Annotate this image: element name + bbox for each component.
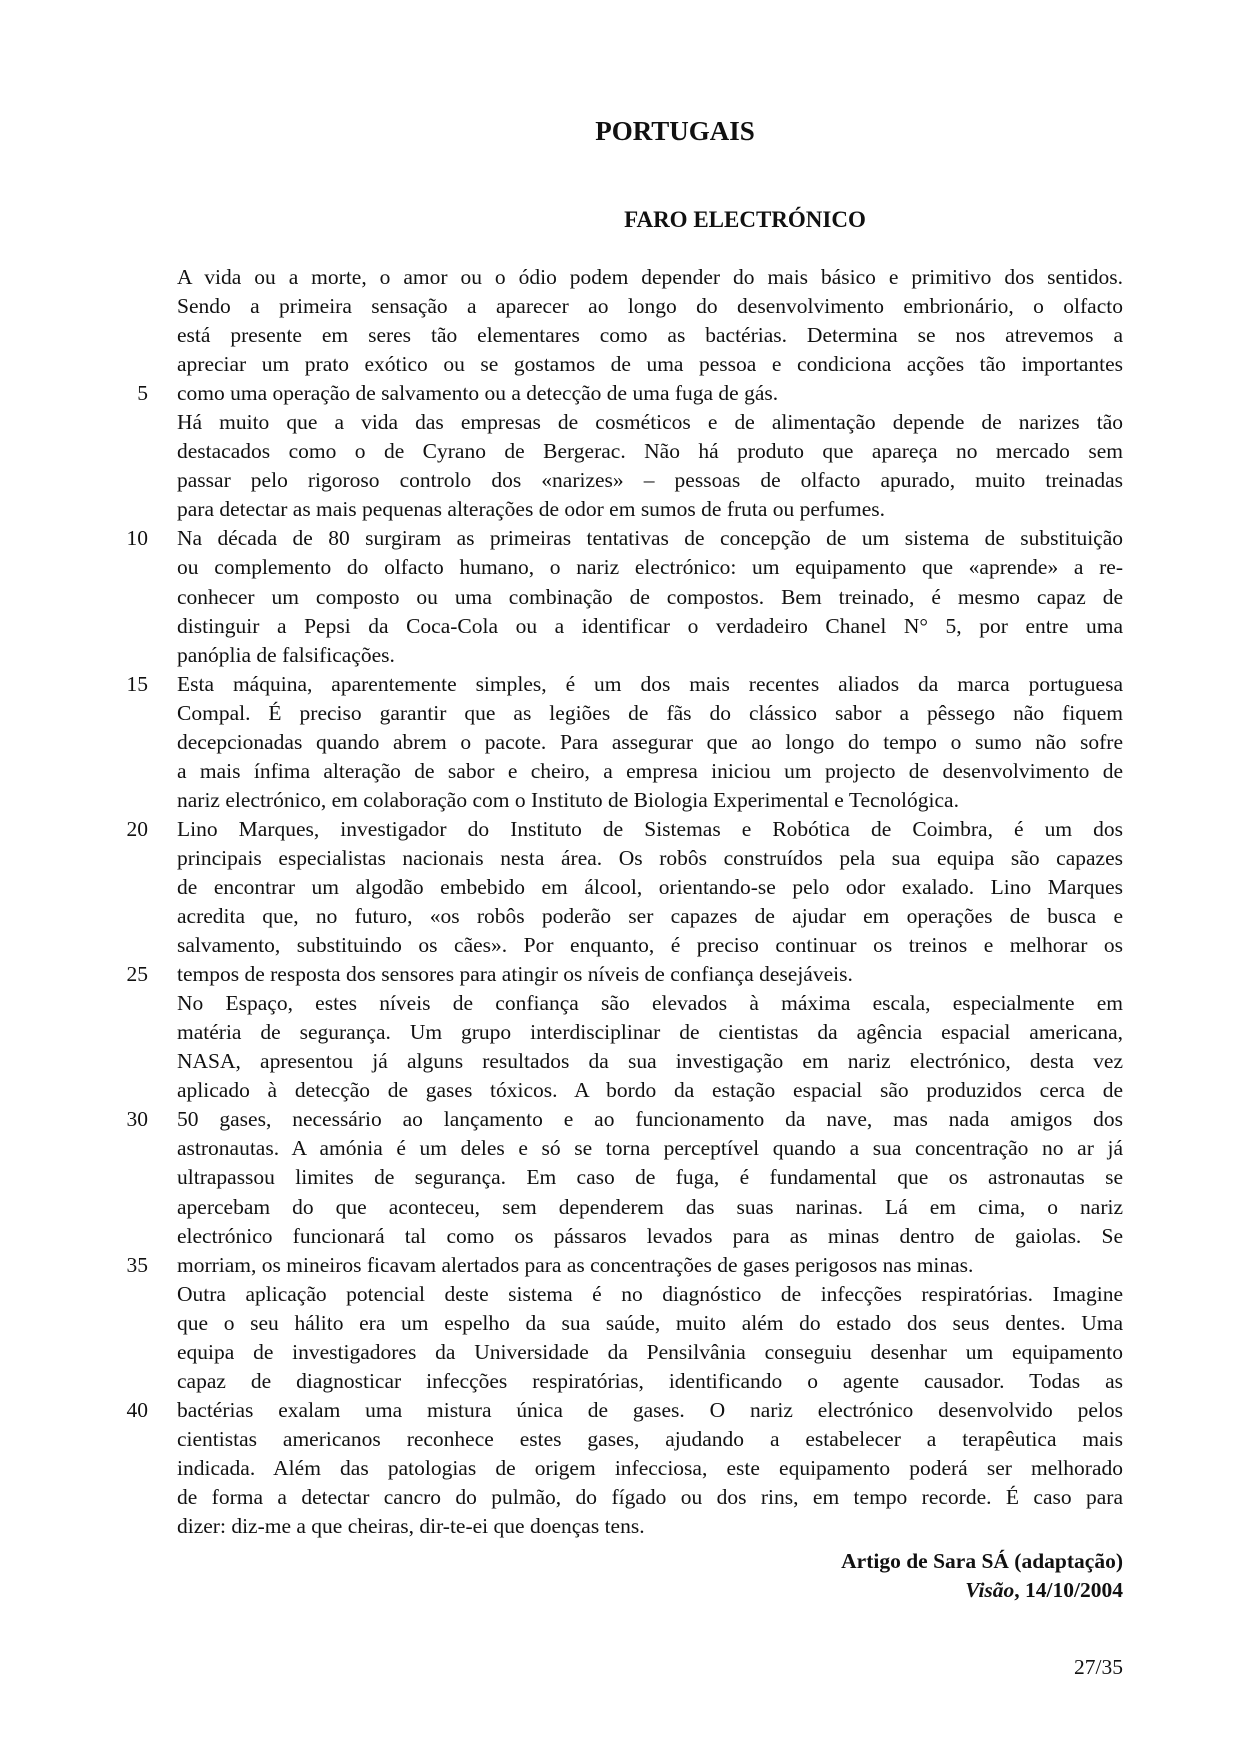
line-number: 15 <box>126 671 148 696</box>
line-number: 35 <box>126 1252 148 1277</box>
text-line <box>0 902 1240 931</box>
text-line <box>0 1193 1240 1222</box>
text-line <box>0 495 1240 524</box>
line-text: panóplia de falsificações. <box>177 642 395 667</box>
line-text: acredita que, no futuro, «os robôs poderão ser capazes de ajudar em operações de busca e <box>177 904 1123 929</box>
line-text: equipa de investigadores da Universidade da Pensilvânia conseguiu desenhar um equipamento <box>177 1339 1123 1364</box>
text-line <box>0 292 1240 321</box>
line-text: como uma operação de salvamento ou a detecção de uma fuga de gás. <box>177 381 779 406</box>
line-text: electrónico funcionará tal como os pássaros levados para as minas dentro de gaiolas. Se <box>177 1223 1123 1248</box>
text-line <box>0 1367 1240 1396</box>
article-title: FARO ELECTRÓNICO <box>624 207 866 232</box>
text-line <box>0 1222 1240 1251</box>
text-line <box>0 1309 1240 1338</box>
text-line <box>0 931 1240 960</box>
text-line <box>0 583 1240 612</box>
line-number: 30 <box>126 1107 148 1132</box>
text-line <box>0 1047 1240 1076</box>
line-text: principais especialistas nacionais nesta área. Os robôs construídos pela sua equipa são capazes <box>177 845 1123 870</box>
line-text: conhecer um composto ou uma combinação de compostos. Bem treinado, é mesmo capaz de <box>177 584 1123 609</box>
line-text: de encontrar um algodão embebido em álcool, orientando-se pelo odor exalado. Lino Marques <box>177 874 1123 899</box>
text-line <box>0 263 1240 292</box>
line-text: ou complemento do olfacto humano, o nariz electrónico: um equipamento que «aprende» a re- <box>177 555 1123 580</box>
line-text: está presente em seres tão elementares como as bactérias. Determina se nos atrevemos a <box>177 323 1123 348</box>
text-line <box>0 1454 1240 1483</box>
text-line <box>0 1338 1240 1367</box>
line-text: distinguir a Pepsi da Coca-Cola ou a identificar o verdadeiro Chanel N° 5, por entre uma <box>177 613 1123 638</box>
line-number: 5 <box>137 381 148 406</box>
text-line <box>0 989 1240 1018</box>
text-line <box>0 641 1240 670</box>
text-line <box>0 321 1240 350</box>
text-line <box>0 815 1240 844</box>
text-line <box>0 1134 1240 1163</box>
line-text: para detectar as mais pequenas alterações de odor em sumos de fruta ou perfumes. <box>177 497 886 522</box>
line-text: cientistas americanos reconhece estes gases, ajudando a estabelecer a terapêutica mais <box>177 1426 1123 1451</box>
line-text: Esta máquina, aparentemente simples, é um dos mais recentes aliados da marca portuguesa <box>177 671 1123 696</box>
text-line <box>0 1512 1240 1541</box>
text-line <box>0 1396 1240 1425</box>
text-line <box>0 466 1240 495</box>
line-number: 10 <box>126 526 148 551</box>
line-text: Lino Marques, investigador do Instituto de Sistemas e Robótica de Coimbra, é um dos <box>177 816 1123 841</box>
text-line <box>0 1425 1240 1454</box>
text-line <box>0 728 1240 757</box>
text-line <box>0 437 1240 466</box>
text-line <box>0 1076 1240 1105</box>
line-number: 40 <box>126 1397 148 1422</box>
source-date: , 14/10/2004 <box>1014 1578 1123 1602</box>
line-text: Outra aplicação potencial deste sistema é no diagnóstico de infecções respiratórias. Imagine <box>177 1281 1123 1306</box>
page-number: 27/35 <box>1074 1655 1123 1679</box>
text-line <box>0 1105 1240 1134</box>
line-text: 50 gases, necessário ao lançamento e ao funcionamento da nave, mas nada amigos dos <box>177 1107 1123 1132</box>
text-line <box>0 786 1240 815</box>
text-line <box>0 699 1240 728</box>
line-text: tempos de resposta dos sensores para atingir os níveis de confiança desejáveis. <box>177 962 853 987</box>
line-text: apercebam do que aconteceu, sem dependerem das suas narinas. Lá em cima, o nariz <box>177 1194 1123 1219</box>
line-text: salvamento, substituindo os cães». Por enquanto, é preciso continuar os treinos e melhorar os <box>177 933 1123 958</box>
text-line <box>0 873 1240 902</box>
line-text: capaz de diagnosticar infecções respiratórias, identificando o agente causador. Todas as <box>177 1368 1123 1393</box>
text-line <box>0 960 1240 989</box>
line-text: decepcionadas quando abrem o pacote. Para assegurar que ao longo do tempo o sumo não sofre <box>177 729 1123 754</box>
text-line <box>0 1018 1240 1047</box>
line-text: indicada. Além das patologias de origem infecciosa, este equipamento poderá ser melhorado <box>177 1455 1123 1480</box>
line-text: Na década de 80 surgiram as primeiras tentativas de concepção de um sistema de substituição <box>177 526 1123 551</box>
article-author: Artigo de Sara SÁ (adaptação) <box>841 1549 1123 1573</box>
line-text: bactérias exalam uma mistura única de gases. O nariz electrónico desenvolvido pelos <box>177 1397 1123 1422</box>
line-text: nariz electrónico, em colaboração com o Instituto de Biologia Experimental e Tecnológica. <box>177 787 959 812</box>
line-text: destacados como o de Cyrano de Bergerac. Não há produto que apareça no mercado sem <box>177 439 1123 464</box>
line-text: Sendo a primeira sensação a aparecer ao longo do desenvolvimento embrionário, o olfacto <box>177 294 1123 319</box>
text-line <box>0 379 1240 408</box>
line-text: astronautas. A amónia é um deles e só se torna perceptível quando a sua concentração no ar já <box>177 1136 1123 1161</box>
text-line <box>0 1251 1240 1280</box>
text-line <box>0 350 1240 379</box>
line-text: apreciar um prato exótico ou se gostamos de uma pessoa e condiciona acções tão importantes <box>177 352 1123 377</box>
line-text: Há muito que a vida das empresas de cosméticos e de alimentação depende de narizes tão <box>177 410 1123 435</box>
line-text: A vida ou a morte, o amor ou o ódio podem depender do mais básico e primitivo dos sentidos. <box>177 265 1123 289</box>
line-text: NASA, apresentou já alguns resultados da sua investigação em nariz electrónico, desta vez <box>177 1049 1123 1074</box>
line-text: passar pelo rigoroso controlo dos «narizes» – pessoas de olfacto apurado, muito treinadas <box>177 468 1123 493</box>
line-text: No Espaço, estes níveis de confiança são elevados à máxima escala, especialmente em <box>177 991 1123 1016</box>
line-number: 20 <box>126 816 148 841</box>
line-text: que o seu hálito era um espelho da sua saúde, muito além do estado dos seus dentes. Uma <box>177 1310 1123 1335</box>
line-text: morriam, os mineiros ficavam alertados para as concentrações de gases perigosos nas minas. <box>177 1252 974 1277</box>
text-line <box>0 612 1240 641</box>
text-line <box>0 524 1240 553</box>
text-line <box>0 1280 1240 1309</box>
line-number: 25 <box>126 962 148 987</box>
line-text: aplicado à detecção de gases tóxicos. A bordo da estação espacial são produzidos cerca de <box>177 1078 1123 1103</box>
source-publication: Visão <box>965 1578 1015 1602</box>
line-text: dizer: diz-me a que cheiras, dir-te-ei que doenças tens. <box>177 1514 645 1539</box>
text-line <box>0 757 1240 786</box>
line-text: ultrapassou limites de segurança. Em caso de fuga, é fundamental que os astronautas se <box>177 1165 1123 1190</box>
line-text: a mais ínfima alteração de sabor e cheiro, a empresa iniciou um projecto de desenvolvimento de <box>177 758 1123 783</box>
text-line <box>0 844 1240 873</box>
line-text: Compal. É preciso garantir que as legiões de fãs do clássico sabor a pêssego não fiquem <box>177 700 1123 725</box>
text-line <box>0 553 1240 582</box>
text-line <box>0 408 1240 437</box>
text-line <box>0 670 1240 699</box>
line-text: matéria de segurança. Um grupo interdisciplinar de cientistas da agência espacial americana, <box>177 1020 1123 1045</box>
article-body <box>0 263 1240 1541</box>
line-text: de forma a detectar cancro do pulmão, do fígado ou dos rins, em tempo recorde. É caso para <box>177 1484 1123 1509</box>
page-title: PORTUGAIS <box>595 116 755 146</box>
article-source <box>965 1576 1123 1605</box>
text-line <box>0 1163 1240 1192</box>
text-line <box>0 1483 1240 1512</box>
